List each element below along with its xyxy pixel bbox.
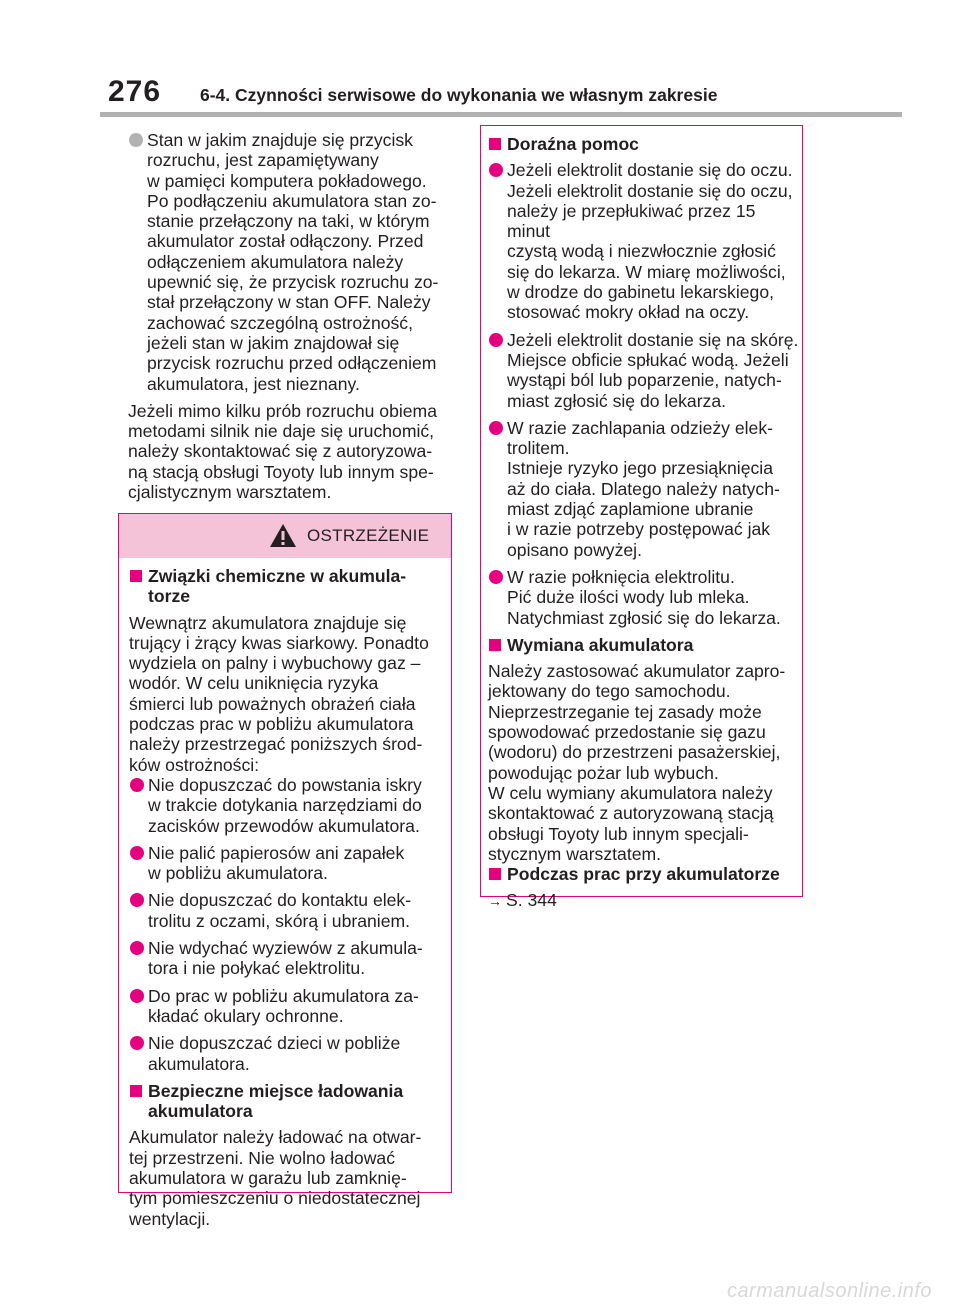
grey-bullet-item bbox=[128, 130, 453, 394]
page-header bbox=[0, 0, 960, 120]
continued-warning-box bbox=[480, 125, 803, 911]
warning-box bbox=[118, 513, 452, 1229]
warning-content bbox=[129, 566, 447, 1229]
first-aid-bullet: Jeżeli elektrolit dostanie się do oczu. Jeżeli elektrolit dostanie się do oczu, należy je przepłukiwać przez 15 minut czystą wodą i niezwłocznie zgłosić się do lekarza. W miarę możliwości, w drodze do gabinetu lekarskiego, stosować mokry okład na oczy. bbox=[488, 160, 800, 322]
first-aid-bullet: W razie zachlapania odzieży elek- trolitem. Istnieje ryzyko jego przesiąknięcia aż do ciała. Dlatego należy natych- miast zdjąć zaplamione ubranie i w razie potrzeby postępować jak opisano powyżej. bbox=[488, 418, 800, 560]
header-divider bbox=[100, 112, 902, 117]
warning-section-text: Akumulator należy ładować na otwar- tej przestrzeni. Nie wolno ładować akumulatora w garażu lub zamknię- tym pomieszczeniu o niedostatecznej wentylacji. bbox=[129, 1127, 422, 1229]
bullet-text: Stan w jakim znajduje się przycisk rozruchu, jest zapamiętywany w pamięci komputera pokładowego. Po podłączeniu akumulatora stan zo- stanie przełączony na taki, w którym akumulator został odłączony. Przed odłączeniem akumulatora należy upewnić się, że przycisk rozruchu zo- stał przełączony w stan OFF. Należy zachować szczególną ostrożność, jeżeli stan w jakim znajdował się przycisk rozruchu przed odłączeniem akumulatora, jest nieznany. bbox=[147, 130, 439, 394]
left-column bbox=[128, 130, 453, 502]
left-paragraph: Jeżeli mimo kilku prób rozruchu obiema metodami silnik nie daje się uruchomić, należy skontaktować się z autoryzowa- ną stacją obsługi Toyoty lub innym spe- cjalistycznym warsztatem. bbox=[128, 400, 437, 503]
first-aid-bullet: Jeżeli elektrolit dostanie się na skórę. Miejsce obficie spłukać wodą. Jeżeli wystąpi ból lub poparzenie, natych- miast zgłosić się do lekarza. bbox=[488, 330, 800, 411]
warning-header bbox=[119, 514, 451, 558]
warning-triangle-icon bbox=[269, 523, 297, 548]
battery-replacement-title: Wymiana akumulatora bbox=[488, 635, 800, 655]
warning-bullet: Nie dopuszczać dzieci w pobliże akumulatora. bbox=[129, 1033, 447, 1074]
watermark: carmanualsonline.info bbox=[726, 1280, 932, 1302]
first-aid-title: Doraźna pomoc bbox=[488, 134, 800, 154]
battery-replacement-text: W celu wymiany akumulatora należy skontaktować z autoryzowaną stacją obsługi Toyoty lub innym specjali- stycznym warsztatem. bbox=[488, 782, 774, 864]
page-reference[interactable] bbox=[488, 890, 800, 911]
warning-section-text: Wewnątrz akumulatora znajduje się trujący i żrący kwas siarkowy. Ponadto wydziela on palny i wybuchowy gaz – wodór. W celu uniknięcia ryzyka śmierci lub poważnych obrażeń ciała podczas prac w pobliżu akumulatora należy przestrzegać poniższych środ- ków ostrożności: bbox=[129, 612, 429, 775]
warning-bullet: Nie dopuszczać do kontaktu elek- trolitu z oczami, skórą i ubraniem. bbox=[129, 890, 447, 931]
warning-bullet: Nie wdychać wyziewów z akumula- tora i nie połykać elektrolitu. bbox=[129, 938, 447, 979]
first-aid-bullet: W razie połknięcia elektrolitu. Pić duże ilości wody lub mleka. Natychmiast zgłosić się do lekarza. bbox=[488, 567, 800, 628]
battery-replacement-text: Należy zastosować akumulator zapro- jektowany do tego samochodu. Nieprzestrzeganie tej zasady może spowodować przedostanie się gazu (wodoru) do przestrzeni pasażerskiej, powodując pożar lub wybuch. bbox=[488, 661, 786, 783]
arrow-right-icon: → bbox=[488, 893, 502, 910]
battery-work-title: Podczas prac przy akumulatorze bbox=[488, 864, 800, 884]
warning-bullet: Do prac w pobliżu akumulatora za- kładać okulary ochronne. bbox=[129, 986, 447, 1027]
page-number: 276 bbox=[108, 75, 162, 108]
right-content bbox=[488, 134, 800, 912]
warning-bullet: Nie palić papierosów ani zapałek w pobliżu akumulatora. bbox=[129, 843, 447, 884]
reference-text: S. 344 bbox=[506, 890, 557, 911]
warning-title: OSTRZEŻENIE bbox=[307, 526, 430, 545]
warning-bullet: Nie dopuszczać do powstania iskry w trakcie dotykania narzędziami do zacisków przewodów akumulatora. bbox=[129, 775, 447, 836]
section-title: 6-4. Czynności serwisowe do wykonania we własnym zakresie bbox=[200, 85, 718, 105]
warning-section-title: Bezpieczne miejsce ładowania akumulatora bbox=[129, 1081, 447, 1122]
warning-section-title: Związki chemiczne w akumula- torze bbox=[129, 566, 447, 607]
